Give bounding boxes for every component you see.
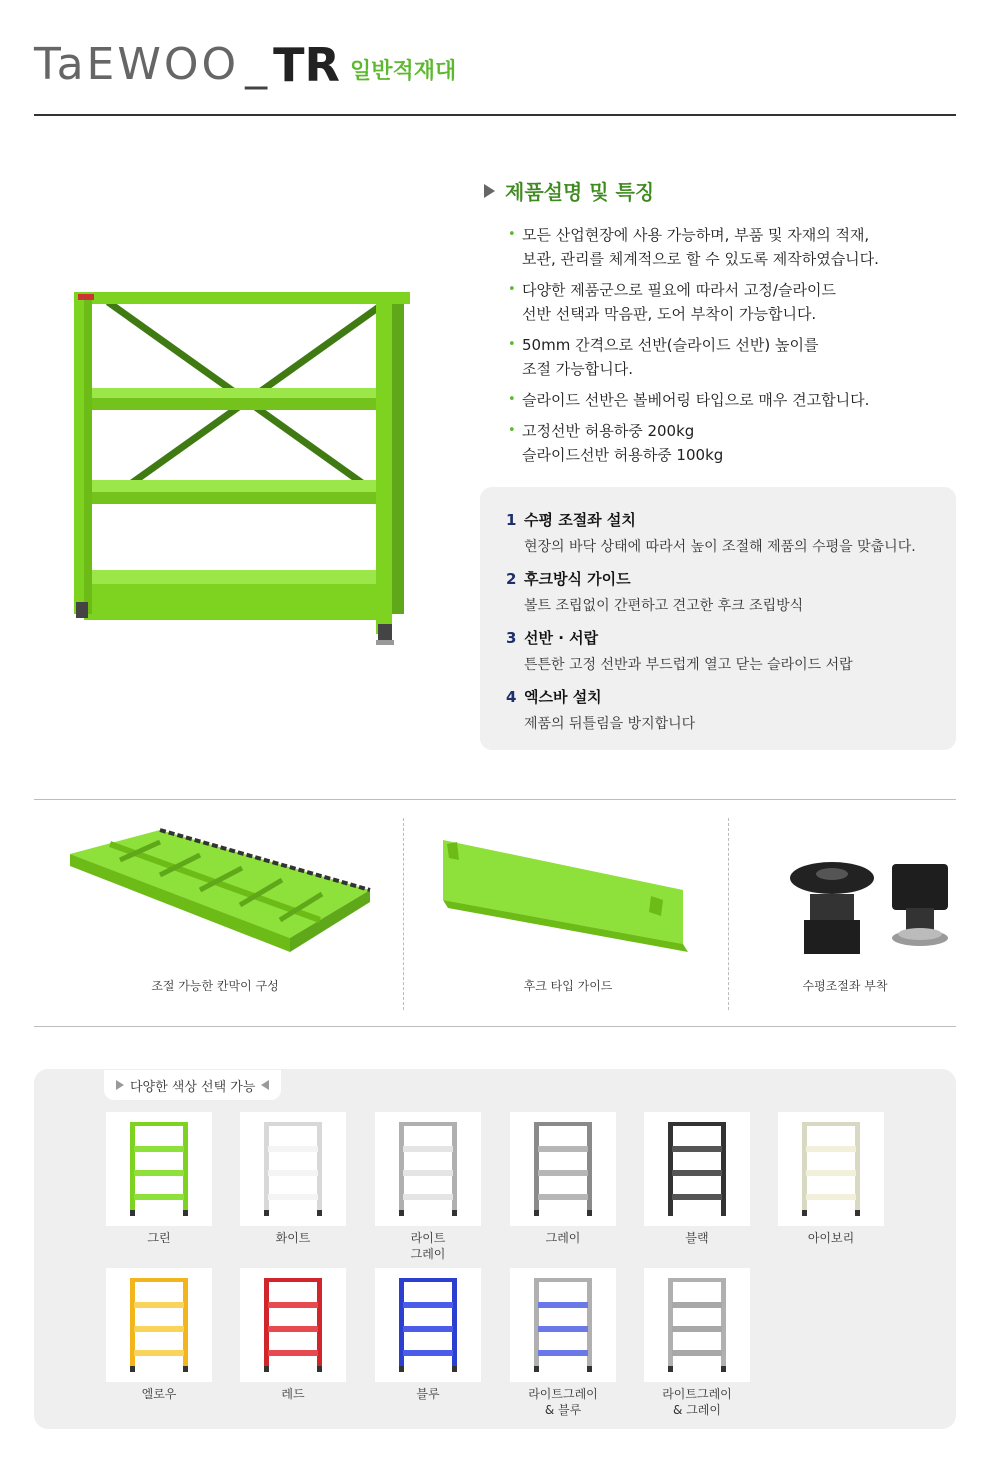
swatch-image (106, 1268, 212, 1382)
swatch-image (240, 1268, 346, 1382)
swatch-image (778, 1112, 884, 1226)
feature-number: 2 (506, 569, 517, 588)
feature-item (506, 686, 956, 733)
description-item: • 모든 산업현장에 사용 가능하며, 부품 및 자재의 적재, 보관, 관리를 체계적으로 할 수 있도록 제작하였습니다. (508, 223, 954, 271)
swatch-label: 화이트 (275, 1231, 311, 1245)
triangle-right-icon (484, 184, 495, 198)
accessory-label: 조절 가능한 칸막이 구성 (151, 979, 279, 993)
accessory-divider-tray (50, 820, 380, 1010)
swatch-image (106, 1112, 212, 1226)
accessory-label: 후크 타입 가이드 (523, 979, 613, 993)
color-swatch[interactable] (106, 1268, 212, 1402)
shelf-thumbnail-icon (262, 1120, 324, 1220)
description-heading (484, 176, 954, 205)
description-item: • 고정선반 허용하중 200kg 슬라이드선반 허용하중 100kg (508, 419, 954, 467)
feature-item (506, 568, 956, 615)
color-swatch[interactable] (240, 1112, 346, 1246)
logo-model: TR (273, 38, 340, 92)
feature-text: 볼트 조립없이 간편하고 견고한 후크 조립방식 (524, 598, 804, 614)
shelf-thumbnail-icon (666, 1120, 728, 1220)
feature-title: 수평 조절좌 설치 (524, 511, 636, 529)
swatch-image (240, 1112, 346, 1226)
swatch-image (510, 1112, 616, 1226)
shelf-thumbnail-icon (800, 1120, 862, 1220)
swatch-image (644, 1268, 750, 1382)
brand-logo (34, 40, 456, 90)
product-description (484, 176, 954, 474)
color-options-title: 다양한 색상 선택 가능 (130, 1079, 256, 1095)
feature-number: 3 (506, 628, 517, 647)
swatch-label: 아이보리 (807, 1231, 855, 1245)
leveling-foot-icon (720, 820, 960, 970)
logo-subtitle: 일반적재대 (349, 59, 457, 84)
shelf-thumbnail-icon (532, 1276, 594, 1376)
description-list (508, 223, 954, 467)
shelf-thumbnail-icon (128, 1276, 190, 1376)
color-swatch[interactable] (644, 1268, 750, 1418)
triangle-right-icon (116, 1080, 124, 1090)
feature-title: 후크방식 가이드 (524, 570, 631, 588)
shelf-thumbnail-icon (262, 1276, 324, 1376)
swatch-label: 그레이 (545, 1231, 581, 1245)
shelf-thumbnail-icon (397, 1276, 459, 1376)
divider (34, 799, 956, 800)
page-header (34, 38, 956, 116)
description-item: • 다양한 제품군으로 필요에 따라서 고정/슬라이드 선반 선택과 막음판, 도어 부착이 가능합니다. (508, 278, 954, 326)
description-item: • 슬라이드 선반은 볼베어링 타입으로 매우 견고합니다. (508, 388, 954, 412)
shelf-thumbnail-icon (397, 1120, 459, 1220)
swatch-label: 그린 (147, 1231, 171, 1245)
color-swatch[interactable] (644, 1112, 750, 1246)
description-title: 제품설명 및 특징 (505, 180, 655, 204)
swatch-image (510, 1268, 616, 1382)
feature-text: 현장의 바닥 상태에 따라서 높이 조절해 제품의 수평을 맞춥니다. (524, 539, 916, 555)
feature-title: 엑스바 설치 (524, 688, 602, 706)
swatch-image (375, 1268, 481, 1382)
feature-text: 튼튼한 고정 선반과 부드럽게 열고 닫는 슬라이드 서랍 (524, 657, 853, 673)
shelf-thumbnail-icon (532, 1120, 594, 1220)
description-item: • 50mm 간격으로 선반(슬라이드 선반) 높이를 조절 가능합니다. (508, 333, 954, 381)
logo-separator: _ (245, 39, 268, 90)
swatch-label: 블루 (416, 1387, 440, 1401)
shelf-thumbnail-icon (666, 1276, 728, 1376)
accessory-label: 수평조절좌 부착 (802, 979, 888, 993)
feature-number: 1 (506, 510, 517, 529)
divider-tray-icon (50, 820, 380, 970)
feature-item (506, 627, 956, 674)
swatch-label: 라이트그레이 & 블루 (528, 1387, 598, 1417)
accessory-leveling-foot (680, 820, 1000, 1010)
color-options-heading (104, 1070, 281, 1100)
color-swatch[interactable] (375, 1268, 481, 1402)
swatch-label: 엘로우 (141, 1387, 177, 1401)
swatch-label: 라이트그레이 & 그레이 (662, 1387, 732, 1417)
triangle-left-icon (261, 1080, 269, 1090)
swatch-label: 블랙 (685, 1231, 709, 1245)
feature-number: 4 (506, 687, 517, 706)
divider (34, 1026, 956, 1027)
shelf-thumbnail-icon (128, 1120, 190, 1220)
logo-brand-text: TaEWOO (34, 39, 240, 90)
feature-item (506, 509, 956, 556)
color-swatch[interactable] (375, 1112, 481, 1262)
feature-title: 선반 · 서랍 (524, 629, 599, 647)
color-swatch[interactable] (778, 1112, 884, 1246)
color-swatch[interactable] (510, 1112, 616, 1246)
feature-text: 제품의 뒤틀림을 방지합니다 (524, 716, 696, 732)
feature-box (480, 487, 956, 750)
swatch-image (375, 1112, 481, 1226)
swatch-image (644, 1112, 750, 1226)
swatch-label: 레드 (281, 1387, 305, 1401)
color-swatch[interactable] (106, 1112, 212, 1246)
shelf-product-image (60, 280, 420, 660)
color-swatch[interactable] (510, 1268, 616, 1418)
color-swatch[interactable] (240, 1268, 346, 1402)
swatch-label: 라이트 그레이 (410, 1231, 446, 1261)
